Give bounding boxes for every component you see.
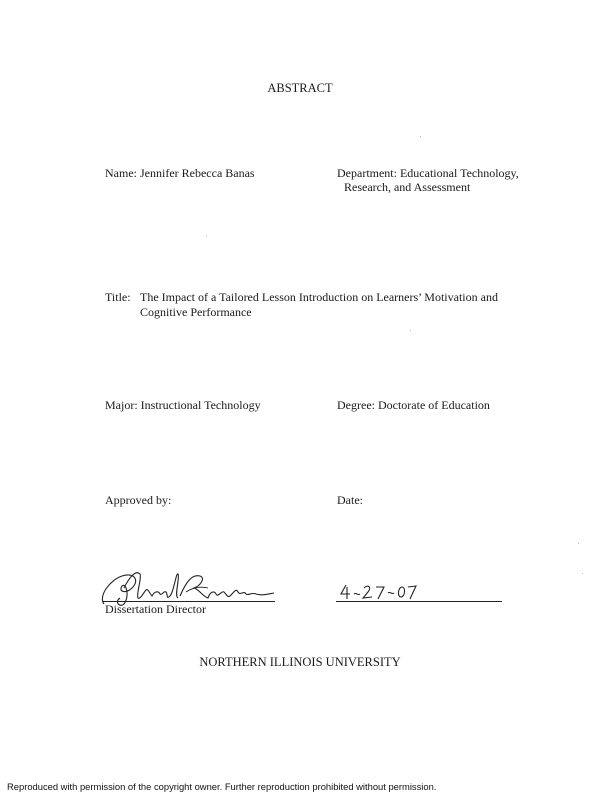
author-name: Name: Jennifer Rebecca Banas <box>105 166 255 180</box>
scan-speck <box>420 136 421 137</box>
dissertation-title <box>140 290 540 319</box>
approved-by-label: Approved by: <box>105 493 172 507</box>
department-line2: Research, and Assessment <box>344 180 471 194</box>
title-line2: Cognitive Performance <box>140 304 252 319</box>
major: Major: Instructional Technology <box>105 398 261 412</box>
title-line1: The Impact of a Tailored Lesson Introduction on Learners’ Motivation and <box>140 290 498 304</box>
copyright-footer: Reproduced with permission of the copyright owner. Further reproduction prohibited without permission. <box>7 781 437 792</box>
scan-speck <box>578 543 579 544</box>
title-label: Title: <box>105 290 131 304</box>
handwritten-date <box>338 581 418 601</box>
scan-speck <box>410 330 411 331</box>
abstract-heading: ABSTRACT <box>267 81 333 95</box>
date-line <box>336 601 502 602</box>
dissertation-director-caption: Dissertation Director <box>105 602 206 616</box>
department-line1: Department: Educational Technology, <box>337 166 519 180</box>
scan-speck <box>206 236 207 237</box>
scan-speck <box>582 573 583 574</box>
degree: Degree: Doctorate of Education <box>337 398 490 412</box>
date-label: Date: <box>337 493 363 507</box>
university-name: NORTHERN ILLINOIS UNIVERSITY <box>199 655 401 669</box>
